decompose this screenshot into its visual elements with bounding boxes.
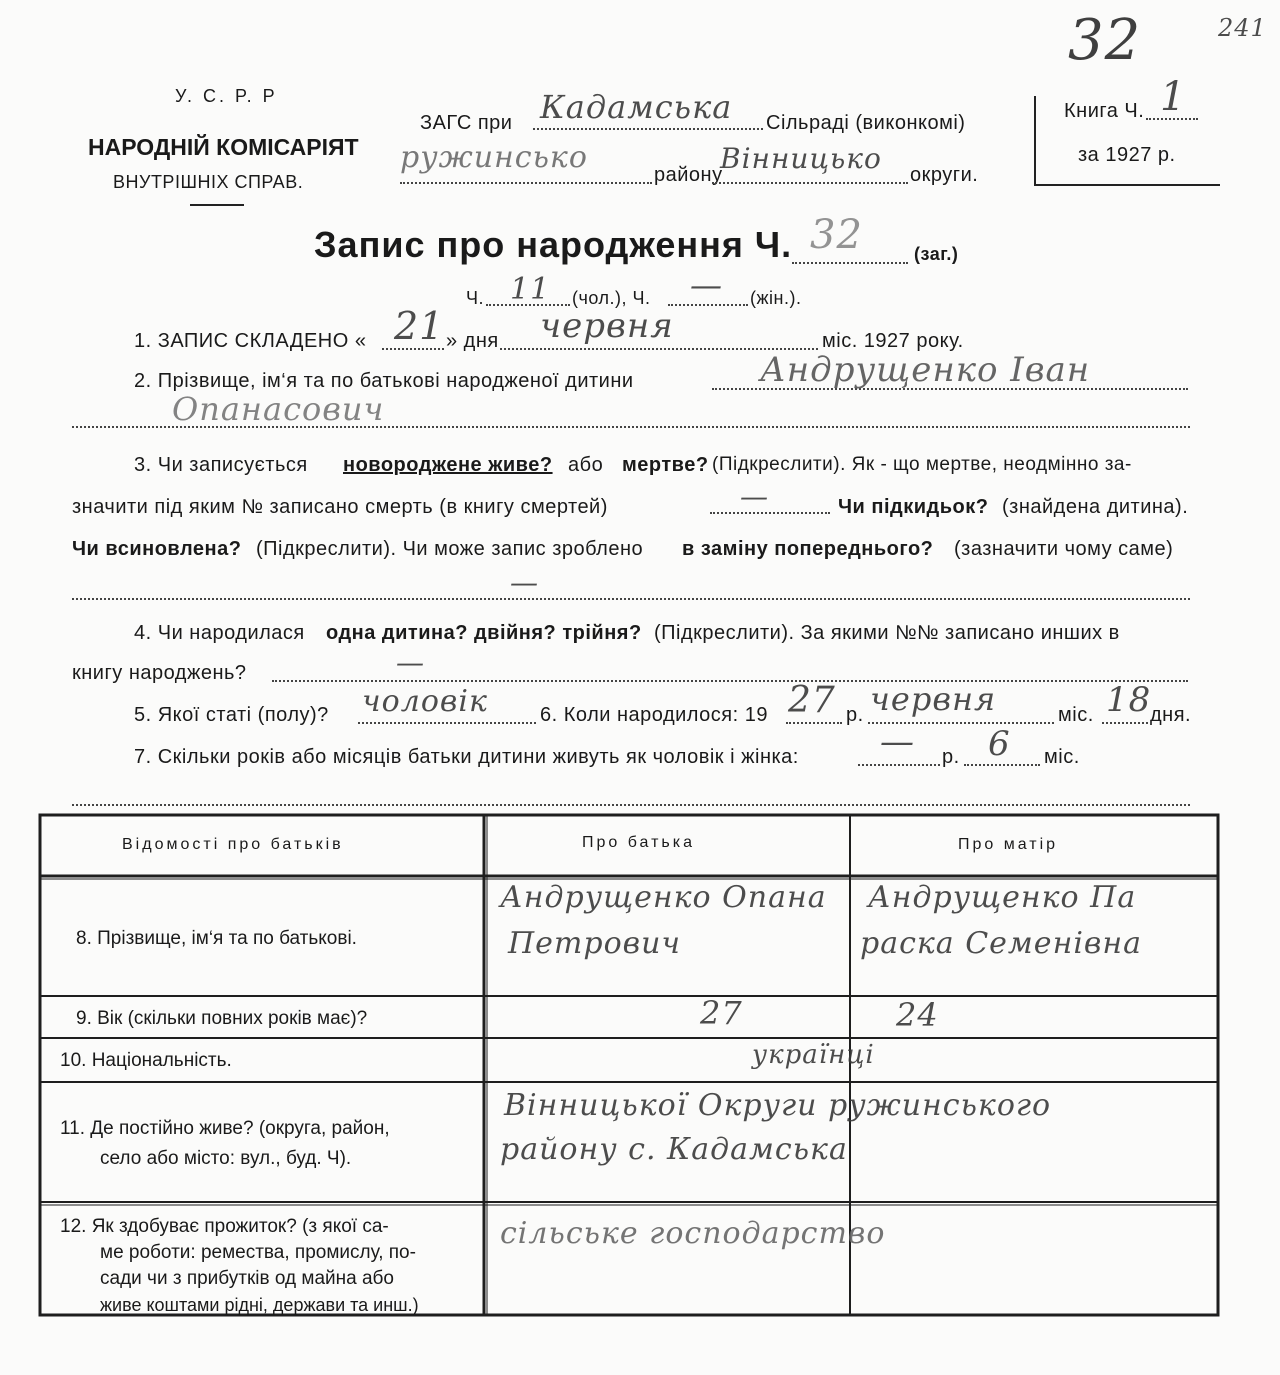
item4-l1c: (Підкреслити). За якими №№ записано инших в	[654, 622, 1120, 644]
row12-value: сільське господарство	[500, 1216, 886, 1251]
item7-label: 7. Скільки років або місяців батьки дитини живуть як чоловік і жінка:	[134, 746, 799, 768]
item3-l2-value: —	[740, 480, 769, 513]
row10-value: українці	[752, 1040, 875, 1070]
row8-father-line1: Андрущенко Опана	[500, 880, 827, 915]
zags-prefix: ЗАГС при	[420, 112, 513, 134]
title-suffix: (заг.)	[914, 244, 959, 264]
table-header-father: Про батька	[582, 834, 695, 851]
zags-village-value: Кадамська	[540, 88, 733, 126]
item6-dnya: дня.	[1150, 704, 1192, 726]
item7-years: —	[880, 722, 915, 762]
item4-l2a: книгу народжень?	[72, 662, 247, 684]
item2-value1: Андрущенко Іван	[760, 350, 1091, 390]
item1-mid: » дня	[446, 330, 499, 352]
row8-label: 8. Прізвище, ім‘я та по батькові.	[76, 928, 357, 949]
item4-l1a: 4. Чи народилася	[134, 622, 305, 644]
item7-mis: міс.	[1044, 746, 1080, 768]
item1-month: червня	[540, 306, 674, 346]
item6-year: 27	[788, 680, 836, 721]
item7-r: р.	[942, 746, 960, 768]
item3-l2c: (знайдена дитина).	[1002, 496, 1189, 518]
table-header-mother: Про матір	[958, 836, 1059, 853]
male-count: 11	[510, 272, 551, 307]
item5-value: чоловік	[362, 684, 488, 719]
item3-l1c: або	[568, 454, 604, 476]
item3-l1a: 3. Чи записується	[134, 454, 308, 476]
row8-father-line2: Петрович	[508, 926, 682, 961]
table-header-info: Відомості про батьків	[122, 836, 344, 853]
item1-end: міс. 1927 року.	[822, 330, 964, 352]
item4-options: одна дитина? двійня? трійня?	[326, 622, 642, 644]
item1-label: 1. ЗАПИС СКЛАДЕНО «	[134, 330, 367, 352]
row12-label-line3: сади чи з прибутків од майна або	[100, 1268, 394, 1289]
item6-day: 18	[1106, 680, 1152, 720]
title-number: 32	[810, 212, 863, 258]
male-prefix: Ч.	[466, 288, 484, 308]
okrug-label: округи.	[910, 164, 979, 186]
council-label: Сільраді (виконкомі)	[766, 112, 966, 134]
item3-dead-option: мертве?	[622, 454, 709, 476]
book-label: Книга Ч.	[1064, 100, 1145, 122]
item3-l3d: (зазначити чому саме)	[954, 538, 1174, 560]
item3-l2a: значити під яким № записано смерть (в книгу смертей)	[72, 496, 608, 518]
item4-value: —	[396, 646, 425, 679]
ussr-label: У. С. Р. Р	[175, 86, 278, 106]
ministry-title: НАРОДНІЙ КОМІСАРІЯТ	[88, 134, 359, 160]
female-label: (жін.).	[750, 288, 802, 308]
okrug-value: Вінницько	[720, 142, 882, 175]
male-label: (чол.), Ч.	[572, 288, 651, 308]
row11-label-line2: село або місто: вул., буд. Ч).	[100, 1148, 352, 1169]
row12-label-line4: живе коштами рідні, держави та инш.)	[100, 1295, 419, 1315]
row12-label-line1: 12. Як здобуває прожиток? (з якої са-	[60, 1216, 389, 1237]
item3-l1e: (Підкреслити). Як - що мертве, неодмінно за-	[712, 454, 1132, 475]
row11-label-line1: 11. Де постійно живе? (округа, район,	[60, 1118, 390, 1139]
book-value: 1	[1160, 74, 1187, 120]
item1-day: 21	[394, 304, 445, 348]
row11-value-line2: району с. Кадамська	[500, 1132, 848, 1167]
item6-r: р.	[846, 704, 864, 726]
item3-l3b: (Підкреслити). Чи може запис зроблено	[256, 538, 644, 560]
page-title: Запис про народження Ч.	[314, 224, 793, 265]
item2-label: 2. Прізвище, ім‘я та по батькові народженої дитини	[134, 370, 634, 392]
item5-label: 5. Якої статі (полу)?	[134, 704, 329, 726]
item3-foundling: Чи підкидьок?	[838, 496, 989, 518]
row9-mother-age: 24	[896, 996, 939, 1034]
row9-label: 9. Вік (скільки повних років має)?	[76, 1008, 368, 1029]
row9-father-age: 27	[700, 994, 743, 1032]
row10-label: 10. Національність.	[60, 1050, 232, 1071]
row11-value-line1: Вінницької Округи ружинського	[504, 1088, 1052, 1123]
row12-label-line2: ме роботи: ремества, промислу, по-	[100, 1242, 416, 1263]
female-count: —	[690, 266, 723, 304]
item6-label: 6. Коли народилося: 19	[540, 704, 768, 726]
item6-mis: міс.	[1058, 704, 1094, 726]
district-label: району	[654, 164, 723, 186]
district-value: ружинсько	[400, 140, 588, 175]
item3-replacement: в заміну попереднього?	[682, 538, 934, 560]
corner-number: 32	[1068, 8, 1142, 73]
row8-mother-line2: раска Семенівна	[860, 926, 1143, 961]
row8-mother-line1: Андрущенко Па	[868, 880, 1137, 915]
book-year: за 1927 р.	[1078, 144, 1176, 166]
ministry-dept: ВНУТРІШНІХ СПРАВ.	[113, 172, 304, 192]
item6-month: червня	[870, 680, 997, 718]
item2-value2: Опанасович	[172, 390, 385, 428]
corner-small-number: 241	[1218, 14, 1267, 42]
item3-alive-option: новороджене живе?	[343, 454, 553, 476]
item7-months: 6	[988, 724, 1011, 764]
item3-adopted: Чи всиновлена?	[72, 538, 242, 560]
item3-l4-value: —	[510, 566, 539, 599]
